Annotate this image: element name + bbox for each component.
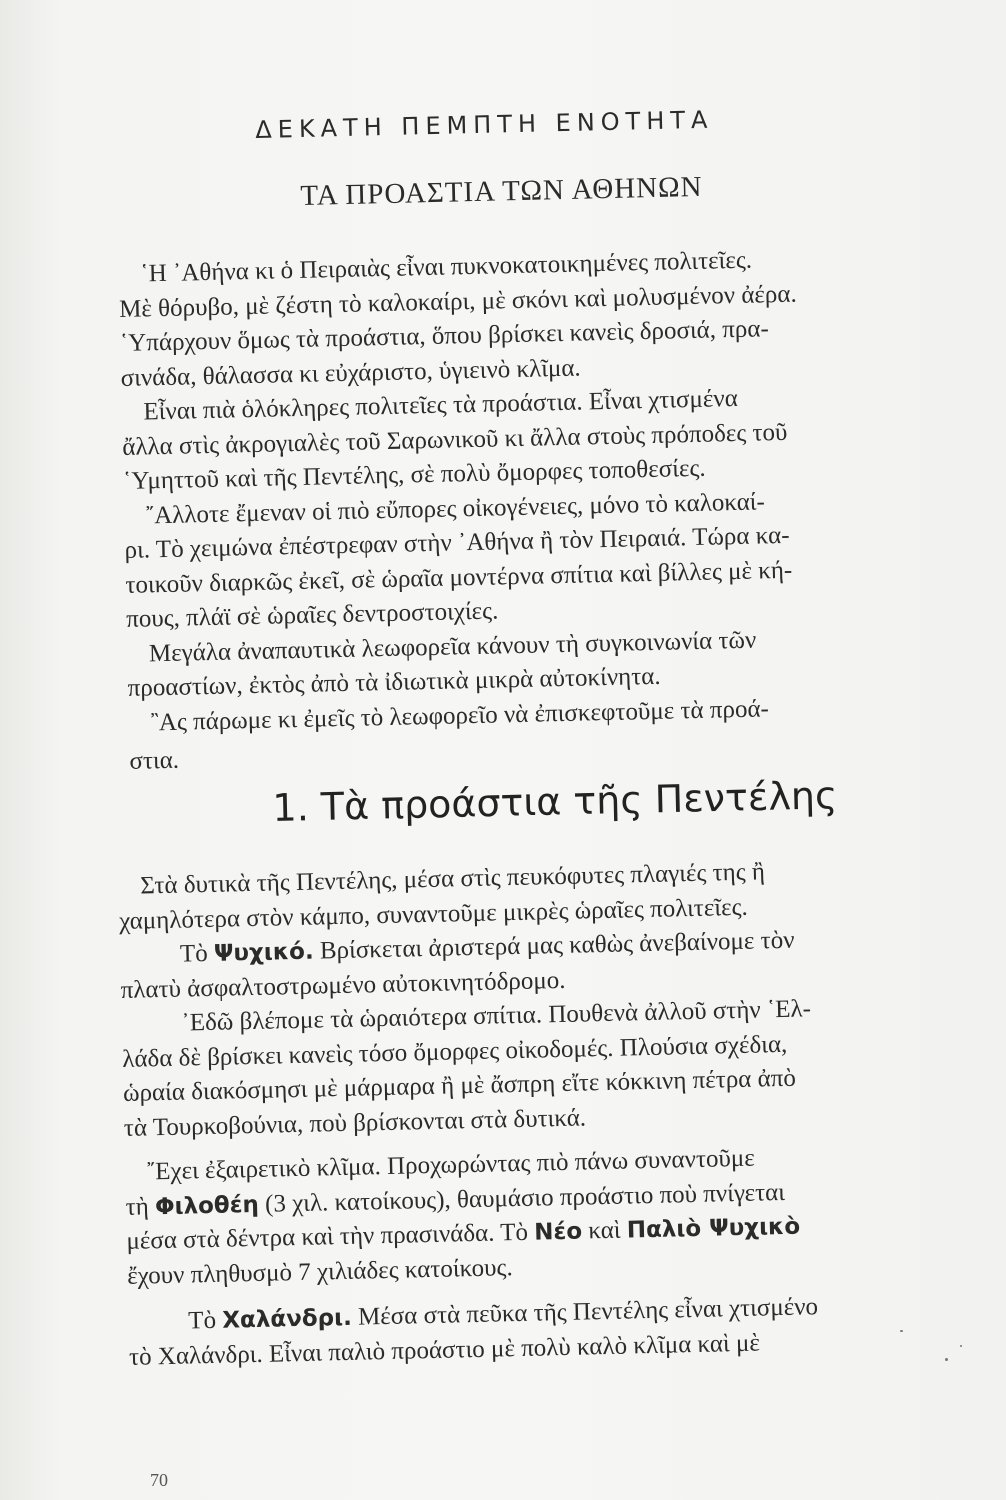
place-name-palio-psychiko: Παλιὸ Ψυχικὸ xyxy=(626,1213,801,1244)
chapter-title: ΤΑ ΠΡΟΑΣΤΙΑ ΤΩΝ ΑΘΗΝΩΝ xyxy=(300,170,703,212)
text-line: ῎Εχει ἐξαιρετικὸ κλῖμα. Προχωρώντας πιὸ πάνω συναντοῦμε xyxy=(146,1144,756,1186)
text-line: ῾Υμηττοῦ καὶ τῆς Πεντέλης, σὲ πολὺ ὄμορφες τοποθεσίες. xyxy=(122,454,706,495)
text-line: τὰ Τουρκοβούνια, ποὺ βρίσκονται στὰ δυτικά. xyxy=(123,1103,587,1142)
text-line: ρι. Τὸ χειμώνα ἐπέστρεφαν στὴν ᾿Αθήνα ἢ τὸν Πειραιά. Τώρα κα- xyxy=(124,521,790,564)
text-line: Εἶναι πιὰ ὁλόκληρες πολιτεῖες τὰ προάστια. Εἶναι χτισμένα xyxy=(143,384,739,426)
text-line: ὡραία διακόσμησι μὲ μάρμαρα ἢ μὲ ἄσπρη εἴτε κόκκινη πέτρα ἀπὸ xyxy=(122,1064,797,1107)
scan-speck xyxy=(960,1345,962,1347)
text-line: ῾Υπάρχουν ὅμως τὰ προάστια, ὅπου βρίσκει κανεὶς δροσιά, πρα- xyxy=(119,315,770,357)
text-fragment: μέσα στὰ δέντρα καὶ τὴν πρασινάδα. Τὸ xyxy=(126,1218,529,1255)
text-fragment: (3 χιλ. κατοίκους), θαυμάσιο προάστιο ποὺ πνίγεται xyxy=(264,1178,786,1218)
text-line: σινάδα, θάλασσα κι εὐχάριστο, ὑγιεινὸ κλῖμα. xyxy=(120,354,581,392)
intro-text xyxy=(118,239,970,779)
text-line: πους, πλάϊ σὲ ὡραῖες δεντροστοιχίες. xyxy=(125,597,499,633)
text-line: Μεγάλα ἀναπαυτικὰ λεωφορεῖα κάνουν τὴ συγκοινωνία τῶν xyxy=(148,626,757,667)
scan-speck xyxy=(900,1330,903,1332)
text-line: Στὰ δυτικὰ τῆς Πεντέλης, μέσα στὶς πευκόφυτες πλαγιές της ἢ xyxy=(140,858,766,900)
place-name-neo: Νέο xyxy=(533,1218,583,1246)
text-fragment: Τὸ xyxy=(187,1306,217,1335)
text-line: προαστίων, ἐκτὸς ἀπὸ τὰ ἰδιωτικὰ μικρὰ αὐτοκίνητα. xyxy=(127,662,661,702)
place-name-chalandri: Χαλάνδρι. xyxy=(221,1304,353,1334)
text-fragment: Βρίσκεται ἀριστερά μας καθὼς ἀνεβαίνομε τὸν xyxy=(319,926,795,965)
place-name-psychiko: Ψυχικό. xyxy=(213,938,314,967)
text-line: ἄλλα στὶς ἀκρογιαλὲς τοῦ Σαρωνικοῦ κι ἄλλα στοὺς πρόποδες τοῦ xyxy=(121,418,788,461)
text-line: Μὲ θόρυβο, μὲ ζέστη τὸ καλοκαίρι, μὲ σκόνι καὶ μολυσμένον ἀέρα. xyxy=(118,280,797,323)
text-line: ῍Ας πάρωμε κι ἐμεῖς τὸ λεωφορεῖο νὰ ἐπισκεφτοῦμε τὰ προά- xyxy=(150,694,770,736)
text-line: στια. xyxy=(129,746,180,775)
text-line: τοικοῦν διαρκῶς ἐκεῖ, σὲ ὡραῖα μοντέρνα σπίτια καὶ βίλλες μὲ κή- xyxy=(125,556,793,599)
unit-heading: ΔΕΚΑΤΗ ΠΕΜΠΤΗ ΕΝΟΤΗΤΑ xyxy=(255,105,714,144)
text-line: ῾Η ᾿Αθήνα κι ὁ Πειραιὰς εἶναι πυκνοκατοικημένες πολιτεῖες. xyxy=(140,246,753,288)
place-name-filothei: Φιλοθέη xyxy=(154,1191,260,1220)
text-fragment: καὶ xyxy=(588,1216,621,1245)
text-line: πλατὺ ἀσφαλτοστρωμένο αὐτοκινητόδρομο. xyxy=(120,966,566,1004)
text-fragment: τὴ xyxy=(125,1192,150,1221)
text-line: χαμηλότερα στὸν κάμπο, συναντοῦμε μικρὲς ὡραῖες πολιτεῖες. xyxy=(118,893,748,935)
text-line: ἔχουν πληθυσμὸ 7 χιλιάδες κατοίκους. xyxy=(126,1253,513,1290)
section-text xyxy=(118,851,969,1375)
text-fragment: Τὸ xyxy=(179,939,209,968)
text-line: τὸ Χαλάνδρι. Εἶναι παλιὸ προάστιο μὲ πολὺ καλὸ κλῖμα καὶ μὲ xyxy=(128,1329,761,1371)
page-number: 70 xyxy=(150,1470,168,1490)
section-title: 1. Τὰ προάστια τῆς Πεντέλης xyxy=(272,773,838,830)
text-line: ῎Αλλοτε ἔμεναν οἱ πιὸ εὔπορες οἰκογένειες, μόνο τὸ καλοκαί- xyxy=(145,487,766,529)
text-fragment: Μέσα στὰ πεῦκα τῆς Πεντέλης εἶναι χτισμένο xyxy=(357,1293,819,1331)
text-line: λάδα δὲ βρίσκει κανεὶς τόσο ὄμορφες οἰκοδομές. Πλούσια σχέδια, xyxy=(121,1030,788,1073)
scan-speck xyxy=(945,1358,948,1361)
text-line: ᾿Εδῶ βλέπομε τὰ ὡραιότερα σπίτια. Πουθενὰ ἀλλοῦ στὴν ῾Ελ- xyxy=(181,995,812,1037)
